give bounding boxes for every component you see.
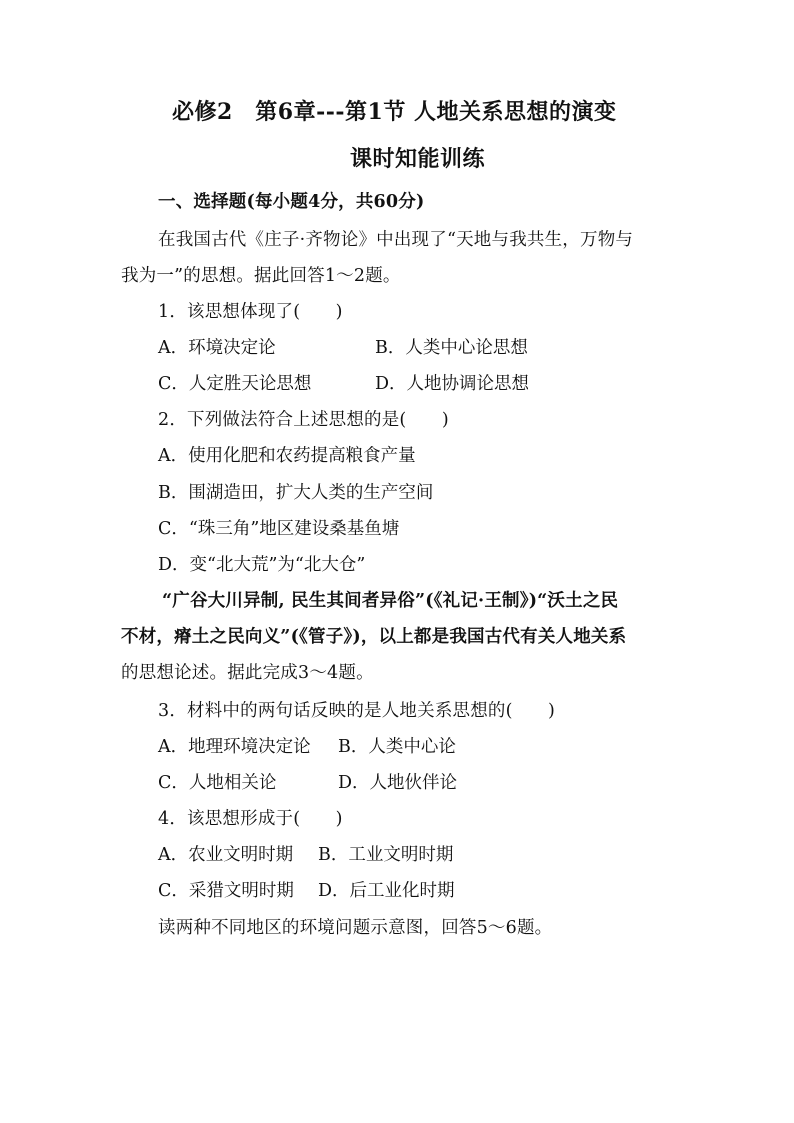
page-subtitle: 课时知能训练	[350, 146, 486, 172]
intro2-line2-text: 不材，瘠土之民向义”(《管子》)，以上都是我国古代有关人地关系	[121, 627, 627, 647]
q1-option-c: C．人定胜天论思想	[158, 374, 312, 394]
q2-option-d: D．变“北大荒”为“北大仓”	[158, 555, 366, 575]
intro2-line1-text: “广谷大川异制, 民生其间者异俗”(《礼记·王制》)“沃土之民	[162, 591, 619, 611]
q4-option-b: B．工业文明时期	[318, 845, 454, 865]
page-title: 必修2 第6章---第1节 人地关系思想的演变	[172, 99, 617, 125]
q2-option-a: A．使用化肥和农药提高粮食产量	[158, 446, 416, 466]
intro2-line1	[162, 589, 618, 613]
intro2-line2	[121, 625, 626, 649]
q2-option-b: B．围湖造田，扩大人类的生产空间	[158, 483, 434, 503]
q3-option-b: B．人类中心论	[338, 737, 456, 757]
q4-option-d: D．后工业化时期	[318, 881, 455, 901]
q3-stem: 3．材料中的两句话反映的是人地关系思想的( )	[158, 701, 556, 721]
q2-stem: 2．下列做法符合上述思想的是( )	[158, 410, 449, 430]
intro1-line2: 我为一”的思想。据此回答1～2题。	[121, 266, 401, 286]
q1-option-b: B．人类中心论思想	[375, 338, 528, 358]
q3-option-c: C．人地相关论	[158, 773, 277, 793]
q1-option-d: D．人地协调论思想	[375, 374, 530, 394]
section-heading	[158, 190, 425, 214]
q2-option-c: C．“珠三角”地区建设桑基鱼塘	[158, 519, 400, 539]
q3-option-a: A．地理环境决定论	[158, 737, 311, 757]
intro3-line1: 读两种不同地区的环境问题示意图，回答5～6题。	[158, 918, 553, 938]
q1-option-a: A．环境决定论	[158, 338, 276, 358]
q1-stem: 1．该思想体现了( )	[158, 302, 343, 322]
q4-stem: 4．该思想形成于( )	[158, 809, 343, 829]
section-heading-text: 一、选择题(每小题4分，共60分)	[158, 192, 425, 212]
q4-option-a: A．农业文明时期	[158, 845, 294, 865]
q3-option-d: D．人地伙伴论	[338, 773, 458, 793]
intro1-line1: 在我国古代《庄子·齐物论》中出现了“天地与我共生，万物与	[158, 230, 634, 250]
q4-option-c: C．采猎文明时期	[158, 881, 294, 901]
intro2-line3: 的思想论述。据此完成3～4题。	[121, 663, 374, 683]
